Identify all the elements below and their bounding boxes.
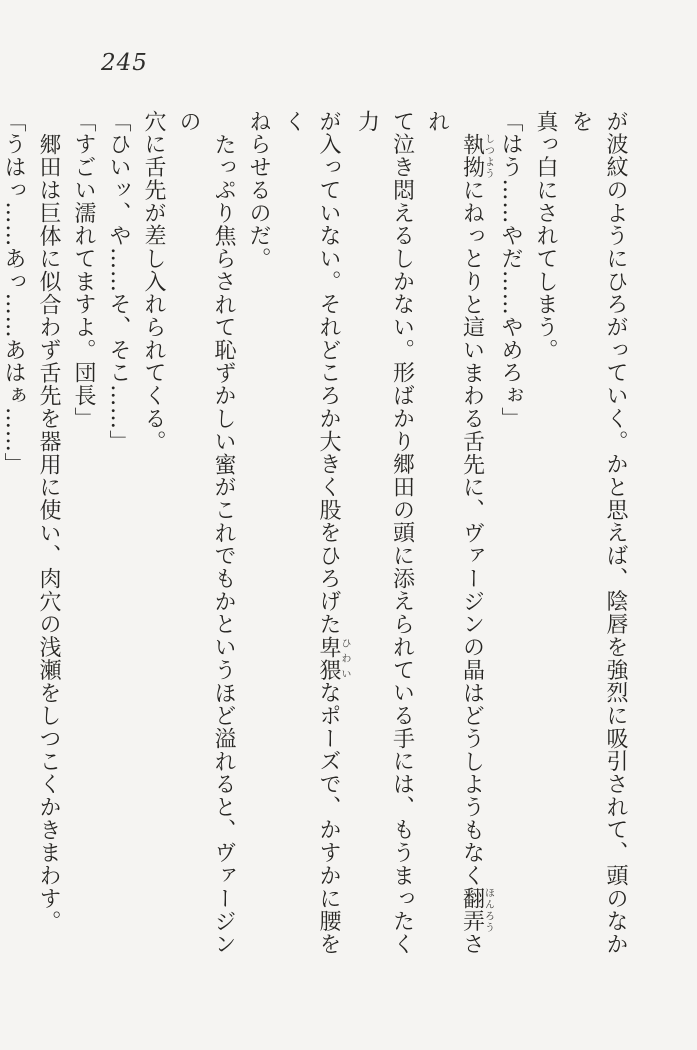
text-line: 「ひいッ、や……そ、そこ……」 (106, 110, 131, 453)
text-line: が入っていない。それどころか大きく股をひろげた卑猥ひわいなポーズで、かすかに腰をく (281, 110, 350, 956)
text-line: て泣き悶えるしかない。形ばかり郷田の頭に添えられている手には、もうまったく力 (354, 110, 415, 956)
text-line: 郷田は巨体に似合わず舌先を器用に使い、肉穴の浅瀬をしつこくかきまわす。 (36, 133, 61, 933)
text-line: が波紋のようにひろがっていく。かと思えば、陰唇を強烈に吸引されて、頭のなかを (568, 110, 628, 956)
text-line: 「はう……やだ……やめろぉ」 (498, 110, 523, 430)
text-line: たっぷり焦らされて恥ずかしい蜜がこれでもかというほど溢れると、ヴァージンの (176, 110, 236, 956)
text-line: 穴に舌先が差し入れられてくる。 (141, 110, 166, 453)
text-line: 「うはっ……あっ……あはぁ……」 (1, 110, 26, 476)
page-number: 245 (101, 50, 148, 76)
text-line: 真っ白にされてしまう。 (533, 110, 558, 362)
text-line: ねらせるのだ。 (246, 110, 271, 270)
text-block (0, 110, 633, 978)
text-line: 「すごい濡れてますよ。団長」 (71, 110, 96, 430)
text-line: 執拗しつようにねっとりと這いまわる舌先に、ヴァージンの晶はどうしようもなく翻弄ほんろうされ (424, 110, 494, 956)
